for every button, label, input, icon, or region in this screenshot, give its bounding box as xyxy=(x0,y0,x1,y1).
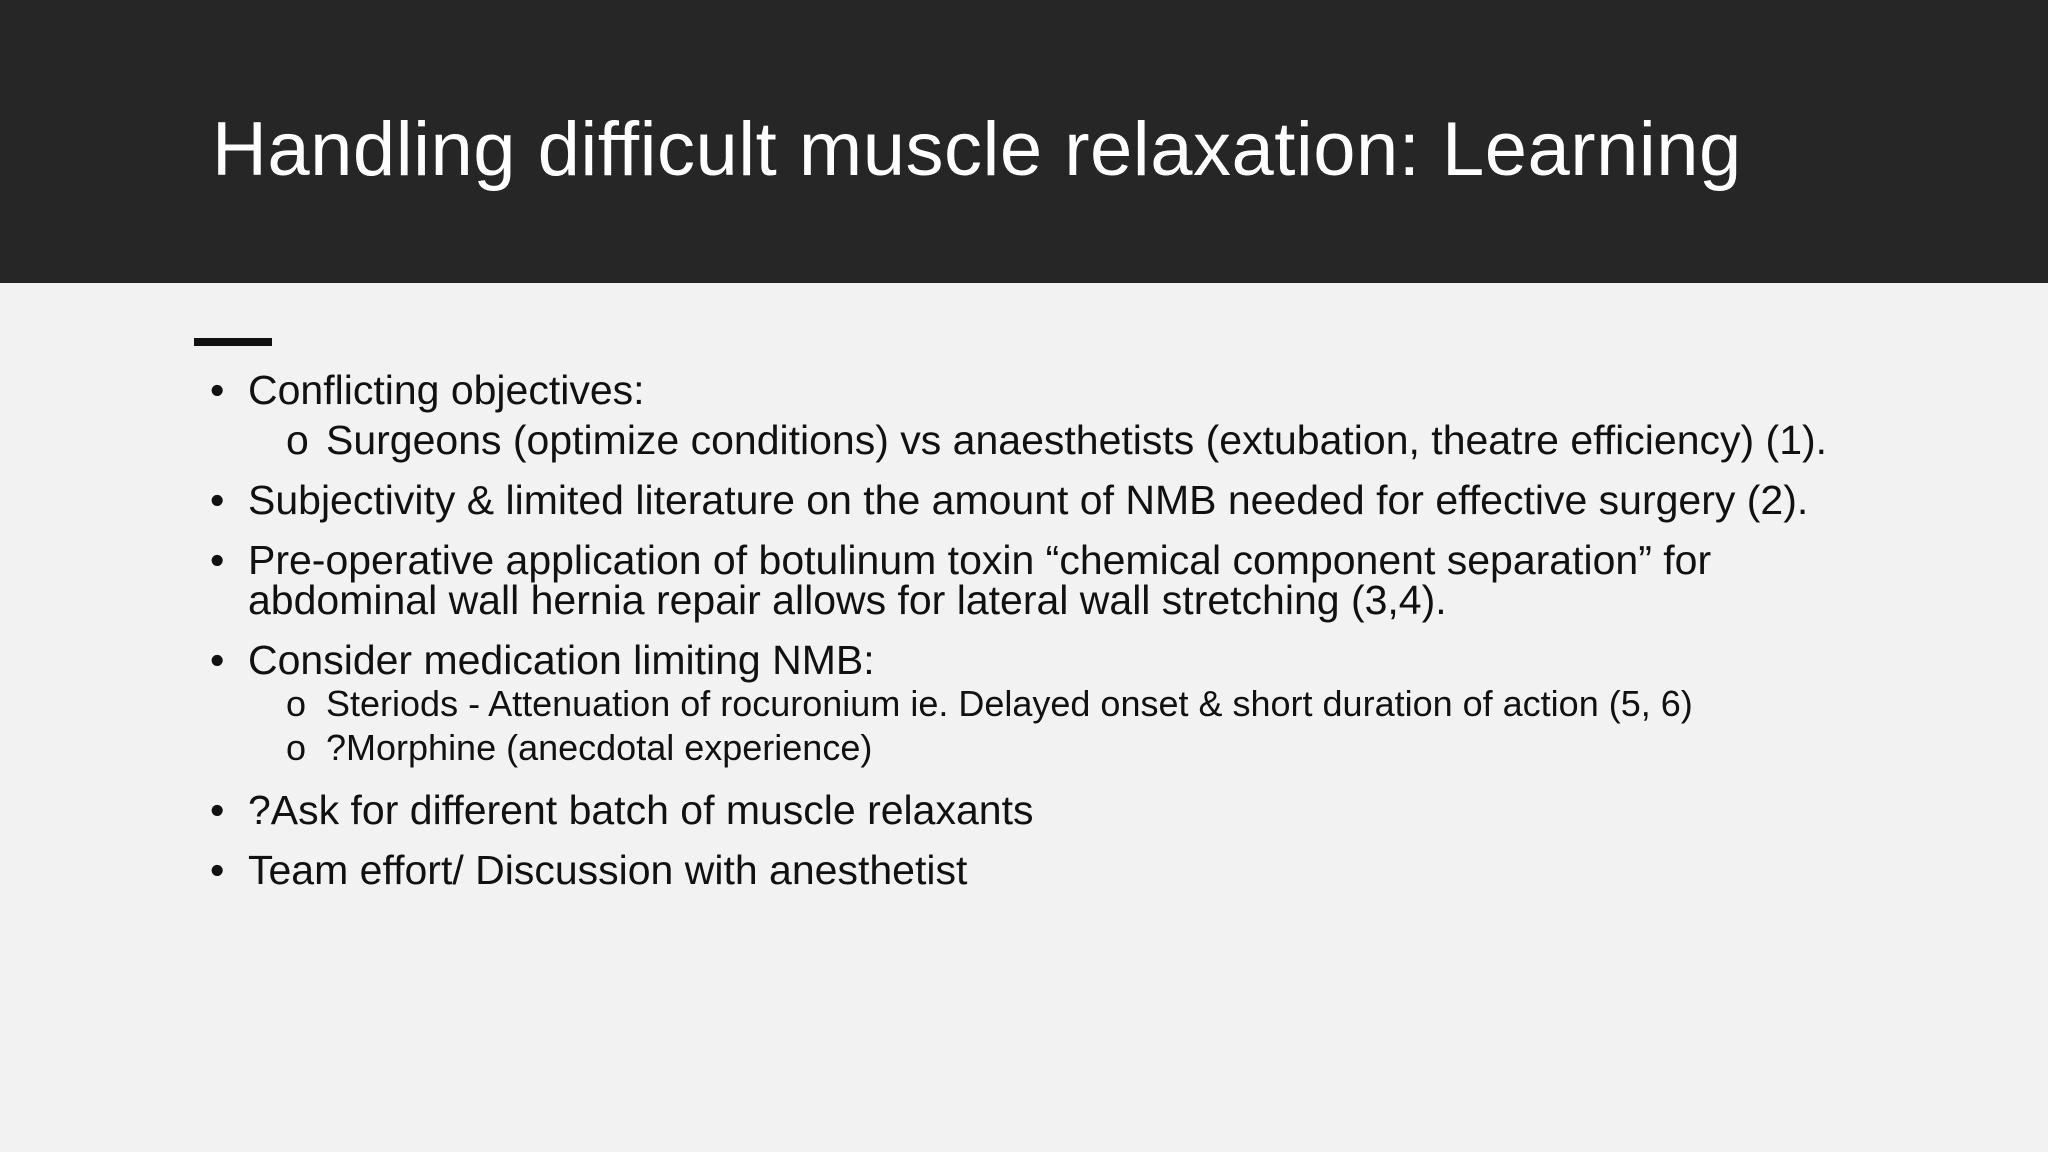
sub-bullet-circle-icon: o xyxy=(286,727,307,768)
bullet-item xyxy=(210,787,1850,833)
sub-bullet-text: ?Morphine (anecdotal experience) xyxy=(326,727,873,768)
bullet-list xyxy=(210,367,1850,893)
bullet-item xyxy=(210,477,1850,523)
bullet-text: Conflicting objectives: xyxy=(248,367,645,413)
bullet-dot-icon: • xyxy=(210,367,225,413)
bullet-dot-icon: • xyxy=(210,637,225,683)
bullet-dot-icon: • xyxy=(210,477,225,523)
sub-bullet-item xyxy=(210,682,1850,726)
bullet-text: ?Ask for different batch of muscle relaxants xyxy=(248,787,1034,833)
sub-bullet-circle-icon: o xyxy=(286,683,307,724)
sub-bullet-text: Steriods - Attenuation of rocuronium ie. Delayed onset & short duration of action (5, 6) xyxy=(326,683,1693,724)
sub-bullet-item xyxy=(210,726,1850,770)
bullet-text: Pre-operative application of botulinum toxin “chemical component separation” for abdominal wall hernia repair allows for lateral wall stretching (3,4). xyxy=(248,537,1712,623)
sub-bullet-text: Surgeons (optimize conditions) vs anaesthetists (extubation, theatre efficiency) (1). xyxy=(326,417,1828,463)
bullet-dot-icon: • xyxy=(210,537,225,583)
bullet-item xyxy=(210,847,1850,893)
bullet-item xyxy=(210,367,1850,413)
sub-bullet-item xyxy=(210,417,1850,463)
title-band xyxy=(0,0,2048,283)
bullet-text: Consider medication limiting NMB: xyxy=(248,637,875,683)
bullet-text: Subjectivity & limited literature on the amount of NMB needed for effective surgery (2). xyxy=(248,477,1809,523)
bullet-dot-icon: • xyxy=(210,787,225,833)
bullet-item xyxy=(210,637,1850,683)
accent-bar xyxy=(194,338,272,346)
sub-bullet-circle-icon: o xyxy=(286,417,309,463)
slide-title: Handling difficult muscle relaxation: Learning xyxy=(212,107,1742,192)
bullet-dot-icon: • xyxy=(210,847,225,893)
bullet-text: Team effort/ Discussion with anesthetist xyxy=(248,847,968,893)
bullet-item xyxy=(210,537,1850,623)
